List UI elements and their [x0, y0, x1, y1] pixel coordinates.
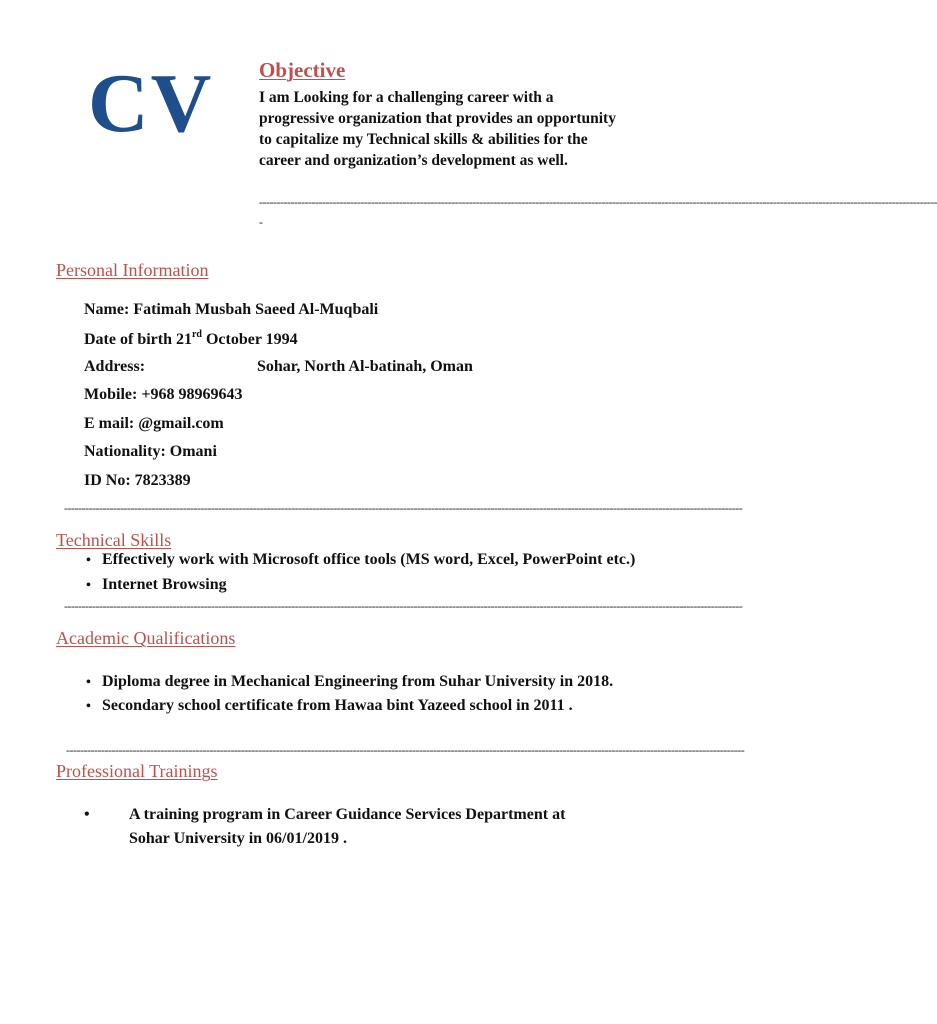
- objective-separator: --------------------------------------------------------------------------------------------------------------------------------------------------------------------------------------------------: [259, 195, 937, 209]
- bullet-icon: •: [86, 578, 91, 593]
- objective-line: progressive organization that provides an opportunity: [259, 110, 616, 127]
- list-item: [86, 551, 635, 569]
- objective-line: to capitalize my Technical skills & abilities for the: [259, 131, 588, 148]
- list-item: [86, 697, 573, 715]
- bullet-icon: •: [86, 699, 91, 714]
- objective-line: career and organization’s development as well.: [259, 152, 568, 169]
- dob-ordinal: rd: [191, 329, 202, 340]
- dob-prefix: Date of birth 21: [84, 331, 192, 348]
- personal-info-heading: Personal Information: [56, 260, 209, 280]
- list-item-text: Secondary school certificate from Hawaa bint Yazeed school in 2011 .: [102, 697, 573, 714]
- bullet-icon: •: [86, 675, 91, 690]
- address-line: [84, 358, 473, 376]
- objective-separator-tail: -: [259, 215, 263, 229]
- dob-suffix: October 1994: [201, 331, 298, 348]
- bullet-icon: •: [84, 806, 90, 823]
- dob-line: [84, 329, 298, 349]
- technical-skills-heading: Technical Skills: [56, 530, 172, 550]
- address-value: Sohar, North Al-batinah, Oman: [257, 358, 473, 375]
- list-item: [86, 576, 227, 594]
- nationality-line: Nationality: Omani: [84, 443, 217, 460]
- list-item-text: Internet Browsing: [102, 576, 227, 593]
- cv-logo: CV: [88, 57, 214, 150]
- objective-text: [259, 87, 689, 171]
- training-line: A training program in Career Guidance Services Department at: [129, 806, 566, 823]
- name-line: Name: Fatimah Musbah Saeed Al-Muqbali: [84, 301, 379, 318]
- list-item-text: Diploma degree in Mechanical Engineering from Suhar University in 2018.: [102, 673, 614, 690]
- section-separator: --------------------------------------------------------------------------------------------------------------------------------------------------------------------------------------------------: [64, 599, 743, 613]
- list-item-text: Effectively work with Microsoft office tools (MS word, Excel, PowerPoint etc.): [102, 551, 636, 568]
- section-separator: --------------------------------------------------------------------------------------------------------------------------------------------------------------------------------------------------: [64, 501, 743, 515]
- training-line: Sohar University in 06/01/2019 .: [129, 830, 347, 847]
- objective-heading: Objective: [259, 58, 346, 82]
- bullet-icon: •: [86, 553, 91, 568]
- academic-heading: Academic Qualifications: [56, 628, 236, 648]
- list-item: [86, 673, 613, 691]
- objective-line: I am Looking for a challenging career with a: [259, 89, 554, 106]
- id-line: ID No: 7823389: [84, 472, 191, 489]
- trainings-heading: Professional Trainings: [56, 761, 218, 781]
- address-label: Address:: [84, 358, 146, 375]
- mobile-line: Mobile: +968 98969643: [84, 386, 243, 403]
- section-separator: --------------------------------------------------------------------------------------------------------------------------------------------------------------------------------------------------: [66, 743, 745, 757]
- email-line: E mail: @gmail.com: [84, 415, 224, 432]
